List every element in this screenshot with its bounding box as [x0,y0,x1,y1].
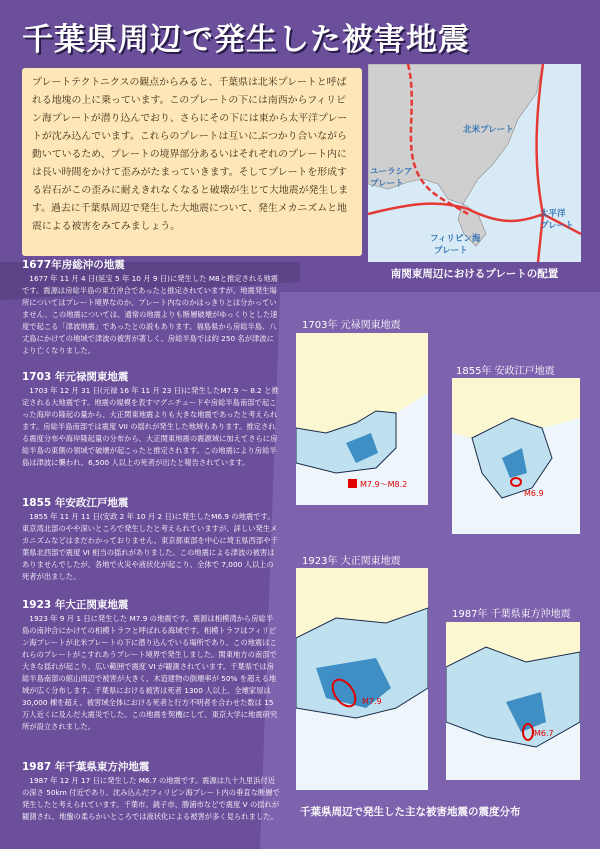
intensity-maps-caption: 千葉県周辺で発生した主な被害地震の震度分布 [300,806,521,818]
quake-1923 [22,598,280,733]
quake-title: 1855 年安政江戸地震 [22,497,129,509]
quake-1677 [22,258,280,357]
label-pacific-plate-2: プレート [540,221,574,231]
quake-body: 1677 年 11 月 4 日(延宝 5 年 10 月 9 日)に発生した M8と推定される地震です。震源は房総半島の東方沖合であったと推定されていますが、地震発生場所についてはプレート境界なのか、プレート内なのかはっきりとは分かっていません。この地震については、通常の地震よりも断層破壊がゆっくりとした速度で起こる「津波地震」であったとの説もあります。福島県から房総半島、八丈島にかけての地域で津波の被害が著しく、房総半島では約 250 名が津波により亡くなりました。 [22,274,279,355]
quake-body: 1855 年 11 月 11 日(安政 2 年 10 月 2 日)に発生したM6.9 の地震です。東京湾北部のやや深いところで発生したと考えられていますが、詳しい発生メカニズムなどはまだわかっておりません。東京都東部を中心に埼玉県西部や千葉県北西部で震度 VI 相当の揺れがありました。この地震による津波の被害はありませんでしたが、各地で火災や液状化が起こり、全体で 7,000 人以上の死者が出ました。 [22,512,278,581]
quake-title: 1703 年元禄関東地震 [22,371,129,383]
intro-box: プレートテクトニクスの観点からみると、千葉県は北米プレートと呼ばれる地塊の上に乗っています。このプレートの下には南西からフィリピン海プレートが潜り込んでおり、さらにその下には東から太平洋プレートが沈み込んでいます。これらのプレートは互いにぶつかり合いながら動いているため、プレートの境界部分あるいはそれぞれのプレート内には長い時間をかけて歪みがたまっていきます。そしてプレートを形成する岩石がこの歪みに耐えきれなくなると破壊が生じて大地震が発生します。過去に千葉県周辺で発生した大地震について、発生メカニズムと地震による被害をみてみましょう。 [22,68,362,256]
label-north-american-plate: 北米プレート [463,125,514,135]
quake-title: 1987 年千葉県東方沖地震 [22,761,150,773]
intensity-map-1703 [296,333,428,505]
page-title: 千葉県周辺で発生した被害地震 [22,22,470,58]
plate-map-caption: 南関東周辺におけるプレートの配置 [390,268,559,280]
quake-body: 1703 年 12 月 31 日(元禄 16 年 11 月 23 日)に発生したM7.9 〜 8.2 と推定される大地震です。地震の規模を表すマグニチュードや房総半島南部で起こった海岸の隆起の量から、大正関東地震よりも大きな地震であったと考えられます。房総半島南部では震度 VII の揺れが発生した地域もあります。推定される震度分布や海岸隆起量の分布から、大正関東地震の震源域に加えてさらに房総半島の東側の領域で破壊が起こったと推定されます。この地震により房総半島は津波に襲われ、6,500 人以上の死者が出たと報告されています。 [22,386,279,467]
label-philippine-plate-1: フィリピン海 [430,234,481,244]
quake-1855 [22,496,280,583]
map-title-1855: 1855年 安政江戸地震 [456,366,555,377]
label-philippine-plate-2: プレート [434,246,468,256]
map-magnitude-1703: M7.9～M8.2 [360,480,408,489]
quake-title: 1677年房総沖の地震 [22,259,125,271]
map-magnitude-1987: M6.7 [534,729,554,738]
map-title-1703: 1703年 元禄関東地震 [302,320,401,331]
intensity-map-1855 [452,378,580,534]
quake-title: 1923 年大正関東地震 [22,599,129,611]
quake-body: 1987 年 12 月 17 日に発生した M6.7 の地震です。震源は九十九里浜付近の深さ 50km 付近であり、沈み込んだフィリピン海プレート内の垂直な断層で発生したと考えられています。千葉市、銚子市、勝浦市などで震度 V の揺れが観測され、地盤の柔らかいところでは液状化による被害が多く見られました。 [22,776,280,821]
label-pacific-plate-1: 太平洋 [540,209,566,219]
map-magnitude-1855: M6.9 [524,489,544,498]
intensity-map-1923 [296,568,428,790]
label-eurasian-plate-2: プレート [370,179,404,189]
map-title-1923: 1923年 大正関東地震 [302,556,401,567]
quake-1987 [22,760,280,823]
map-title-1987: 1987年 千葉県東方沖地震 [452,609,571,620]
label-eurasian-plate-1: ユーラシア [370,167,413,177]
intensity-map-1987 [446,622,580,780]
plate-map [368,64,581,262]
quake-1703 [22,370,280,469]
map-magnitude-1923: M7.9 [362,697,382,706]
quake-body: 1923 年 9 月 1 日に発生した M7.9 の地震です。震源は相模湾から房総半島の南沖合にかけての相模トラフと呼ばれる海域です。相模トラフはフィリピン海プレートが北米プレートの下に潜り込んでいる場所であり、この地震はこれらのプレートがこすれあうプレート境界で発生しました。関東地方の南部で大きな揺れが起こり、広い範囲で震度 VI が観測されています。千葉県では房総半島南部の館山周辺で被害が大きく、木造建物の倒壊率が 50% を超える地域が広く分布します。千葉県における被害は死者 1300 人以上、全壊家屋は 30,000 棟を超え、被害域全体における死者と行方不明者を合わせた数は 15 万人近くに及んだ大震災でした。この地震を契機にして、東京大学に地震研究所が設立されました。 [22,614,278,731]
